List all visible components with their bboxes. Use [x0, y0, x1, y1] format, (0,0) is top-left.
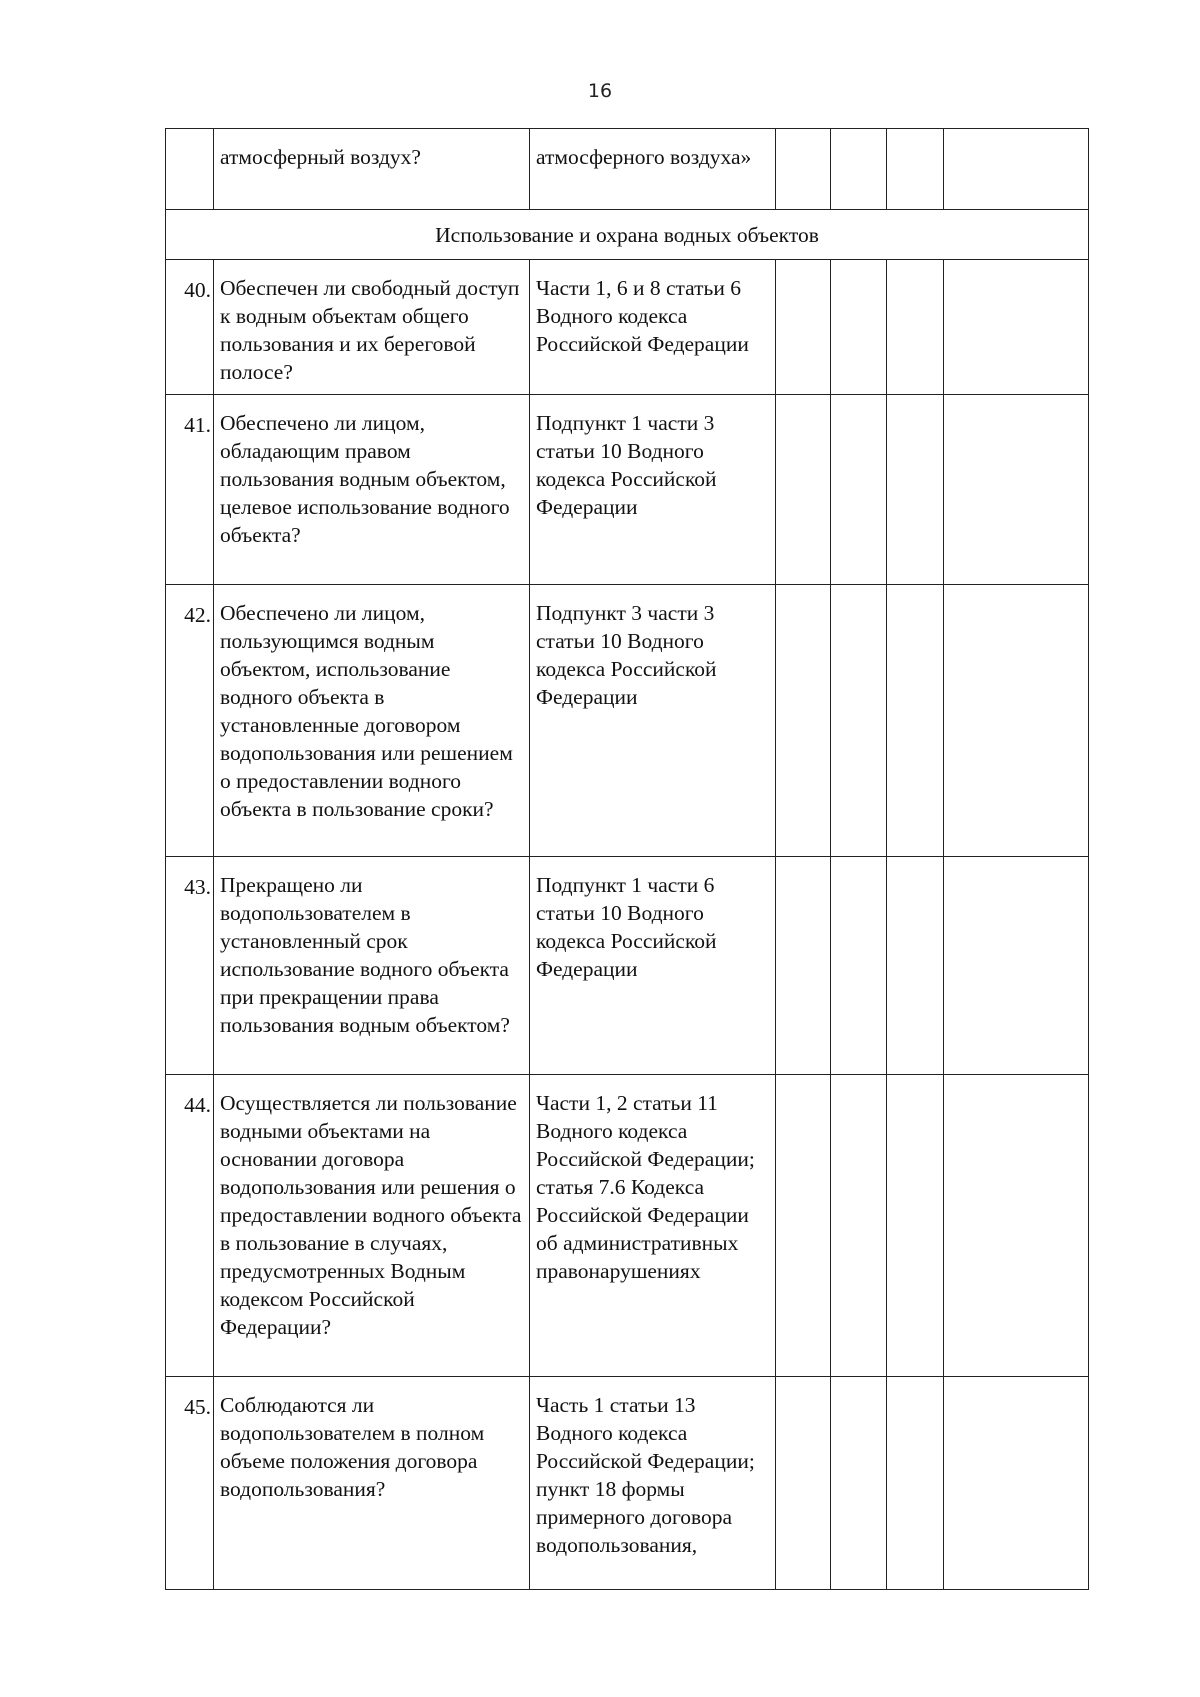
table-row — [166, 129, 1089, 210]
checklist-table — [165, 128, 1089, 1590]
section-heading: Использование и охрана водных объектов — [166, 210, 1089, 260]
legal-basis-cell: Части 1, 2 статьи 11 Водного кодекса Российской Федерации; статья 7.6 Кодекса Российской Федерации об административных правонарушениях — [530, 1075, 776, 1377]
answer-cell — [887, 857, 944, 1075]
row-number: 43. — [166, 857, 214, 1075]
answer-cell — [831, 129, 887, 210]
answer-cell — [776, 857, 831, 1075]
row-number: 40. — [166, 260, 214, 395]
row-number — [166, 129, 214, 210]
answer-cell — [944, 1377, 1089, 1590]
answer-cell — [887, 585, 944, 857]
answer-cell — [831, 260, 887, 395]
answer-cell — [776, 129, 831, 210]
row-number: 44. — [166, 1075, 214, 1377]
table-row — [166, 260, 1089, 395]
answer-cell — [776, 1075, 831, 1377]
answer-cell — [831, 1377, 887, 1590]
answer-cell — [887, 260, 944, 395]
table-row — [166, 585, 1089, 857]
table-row — [166, 395, 1089, 585]
row-number: 41. — [166, 395, 214, 585]
answer-cell — [944, 260, 1089, 395]
answer-cell — [944, 395, 1089, 585]
answer-cell — [944, 129, 1089, 210]
answer-cell — [831, 1075, 887, 1377]
question-cell: Соблюдаются ли водопользователем в полном объеме положения договора водопользования? — [214, 1377, 530, 1590]
legal-basis-cell: атмосферного воздуха» — [530, 129, 776, 210]
answer-cell — [887, 1075, 944, 1377]
question-cell: атмосферный воздух? — [214, 129, 530, 210]
legal-basis-cell: Подпункт 1 части 6 статьи 10 Водного кодекса Российской Федерации — [530, 857, 776, 1075]
answer-cell — [831, 857, 887, 1075]
legal-basis-cell: Подпункт 1 части 3 статьи 10 Водного кодекса Российской Федерации — [530, 395, 776, 585]
answer-cell — [887, 1377, 944, 1590]
legal-basis-cell: Части 1, 6 и 8 статьи 6 Водного кодекса Российской Федерации — [530, 260, 776, 395]
answer-cell — [887, 129, 944, 210]
table-row — [166, 1377, 1089, 1590]
answer-cell — [776, 1377, 831, 1590]
legal-basis-cell: Часть 1 статьи 13 Водного кодекса Российской Федерации; пункт 18 формы примерного договора водопользования, — [530, 1377, 776, 1590]
answer-cell — [776, 260, 831, 395]
row-number: 42. — [166, 585, 214, 857]
page-number: 16 — [587, 80, 613, 102]
answer-cell — [887, 395, 944, 585]
answer-cell — [776, 585, 831, 857]
legal-basis-cell: Подпункт 3 части 3 статьи 10 Водного кодекса Российской Федерации — [530, 585, 776, 857]
question-cell: Осуществляется ли пользование водными объектами на основании договора водопользования или решения о предоставлении водного объекта в пользование в случаях, предусмотренных Водным кодексом Российской Федерации? — [214, 1075, 530, 1377]
answer-cell — [944, 1075, 1089, 1377]
question-cell: Обеспечено ли лицом, пользующимся водным объектом, использование водного объекта в установленные договором водопользования или решением о предоставлении водного объекта в пользование сроки? — [214, 585, 530, 857]
question-cell: Обеспечено ли лицом, обладающим правом пользования водным объектом, целевое использование водного объекта? — [214, 395, 530, 585]
question-cell: Прекращено ли водопользователем в установленный срок использование водного объекта при прекращении права пользования водным объектом? — [214, 857, 530, 1075]
answer-cell — [831, 585, 887, 857]
answer-cell — [831, 395, 887, 585]
answer-cell — [776, 395, 831, 585]
table-row — [166, 1075, 1089, 1377]
row-number: 45. — [166, 1377, 214, 1590]
section-row — [166, 210, 1089, 260]
question-cell: Обеспечен ли свободный доступ к водным объектам общего пользования и их береговой полосе? — [214, 260, 530, 395]
answer-cell — [944, 857, 1089, 1075]
table-row — [166, 857, 1089, 1075]
answer-cell — [944, 585, 1089, 857]
